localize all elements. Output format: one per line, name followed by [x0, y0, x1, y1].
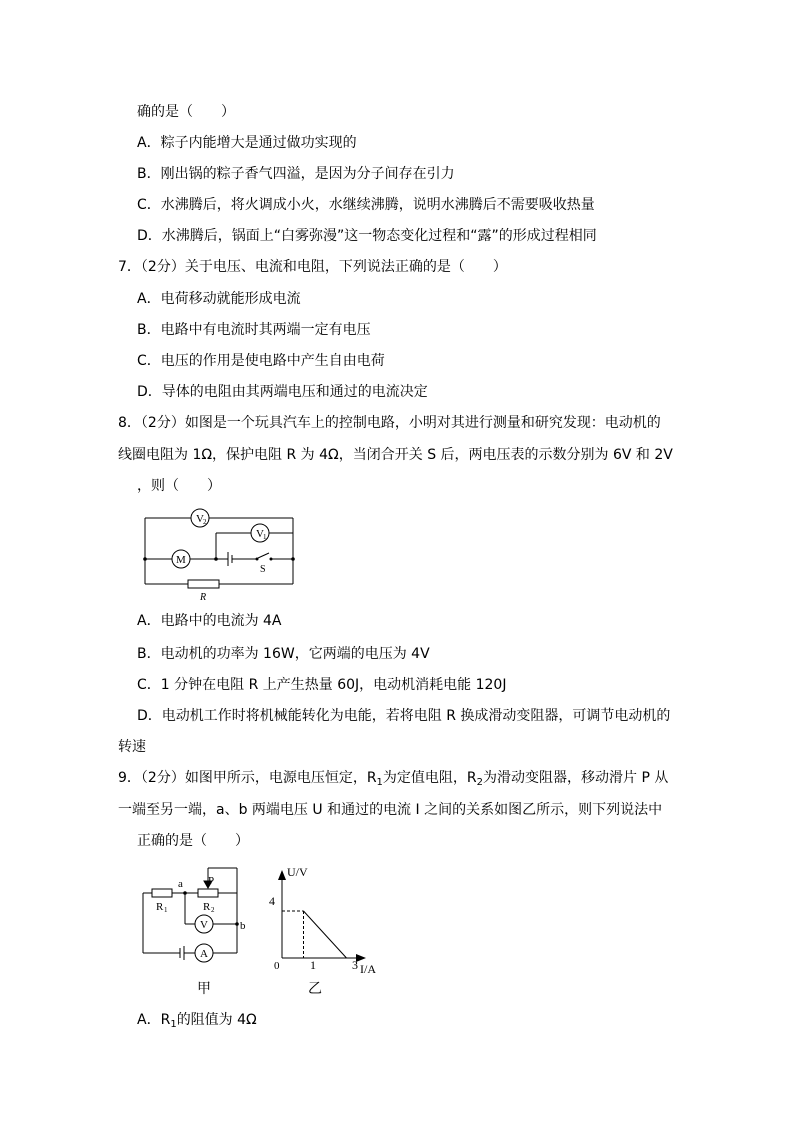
q8-option-a: A．电路中的电流为 4A: [137, 613, 282, 629]
q8-stem-line1: 8．（2分）如图是一个玩具汽车上的控制电路，小明对其进行测量和研究发现：电动机的: [118, 415, 661, 431]
q8-option-c: C．1 分钟在电阻 R 上产生热量 60J，电动机消耗电能 120J: [137, 677, 507, 693]
q6-option-c: C．水沸腾后，将火调成小火，水继续沸腾，说明水沸腾后不需要吸收热量: [137, 197, 595, 213]
q8-circuit-figure: [136, 503, 306, 605]
q9-r2-label: R: [203, 901, 211, 913]
q6-stem-cont: 确的是（ ）: [137, 104, 235, 120]
q9-a-meter-label: A: [200, 948, 208, 960]
q9-circuit-figure-jia: [136, 858, 266, 1000]
q9-caption-yi: 乙: [308, 982, 322, 997]
x-tick-label-3: 3: [352, 958, 358, 972]
q7-stem: 7．（2分）关于电压、电流和电阻，下列说法正确的是（ ）: [118, 259, 507, 275]
q9-a-label: a: [178, 878, 183, 890]
q9-ui-graph: [268, 856, 398, 1000]
q6-option-d: D．水沸腾后，锅面上“白雾弥漫”这一物态变化过程和“露”的形成过程相同: [137, 228, 597, 244]
q8-stem-line3: ，则（ ）: [137, 478, 221, 494]
q8-stem-line2: 线圈电阻为 1Ω，保护电阻 R 为 4Ω，当闭合开关 S 后，两电压表的示数分别为 6V 和 2V: [118, 447, 673, 463]
q7-option-b: B．电路中有电流时其两端一定有电压: [137, 322, 371, 338]
q9-option-a: A．$R_1$的阻值为 4Ω: [137, 1012, 257, 1030]
q9-b-label: b: [240, 920, 246, 932]
y-axis-label: U/V: [287, 865, 308, 879]
q9-caption-jia: 甲: [197, 982, 211, 997]
q9-stem-line3: 正确的是（ ）: [137, 833, 249, 849]
q6-option-a: A．粽子内能增大是通过做功实现的: [137, 135, 357, 151]
y-tick-label-4: 4: [269, 894, 275, 908]
x-axis-label: I/A: [360, 962, 376, 976]
origin-label: 0: [274, 960, 280, 972]
q8-v2-sub: 2: [203, 518, 207, 526]
y-axis-arrow: [278, 870, 286, 880]
q8-motor-label: M: [176, 554, 186, 566]
q9-r2-sub: 2: [211, 906, 215, 914]
q8-v1-sub: 1: [263, 533, 267, 541]
q9-r1-label: R: [156, 901, 164, 913]
q7-option-a: A．电荷移动就能形成电流: [137, 291, 301, 307]
q6-option-b: B．刚出锅的粽子香气四溢，是因为分子间存在引力: [137, 166, 455, 182]
x-tick-label-1: 1: [310, 958, 316, 972]
q8-option-d-cont: 转速: [118, 739, 146, 755]
q8-resistor-label: R: [200, 592, 207, 603]
q9-p-label: P: [208, 875, 215, 887]
q8-v2-label: V: [196, 513, 204, 525]
q8-option-b: B．电动机的功率为 16W，它两端的电压为 4V: [137, 646, 430, 662]
q8-v1-label: V: [256, 528, 264, 540]
q7-option-d: D．导体的电阻由其两端电压和通过的电流决定: [137, 384, 428, 400]
u-i-line: [304, 911, 347, 958]
q9-stem-line1: 9．（2分）如图甲所示，电源电压恒定，$R_1$为定值电阻，$R_2$为滑动变阻器，移动滑片 P 从: [118, 770, 669, 788]
q9-stem-line2: 一端至另一端，a、b 两端电压 U 和通过的电流 I 之间的关系如图乙所示，则下列说法中: [118, 802, 663, 818]
q8-option-d: D．电动机工作时将机械能转化为电能，若将电阻 R 换成滑动变阻器，可调节电动机的: [137, 708, 671, 724]
q9-v-meter-label: V: [200, 919, 208, 931]
q8-switch-label: S: [260, 564, 266, 575]
q7-option-c: C．电压的作用是使电路中产生自由电荷: [137, 353, 385, 369]
q9-r1-sub: 1: [164, 906, 168, 914]
